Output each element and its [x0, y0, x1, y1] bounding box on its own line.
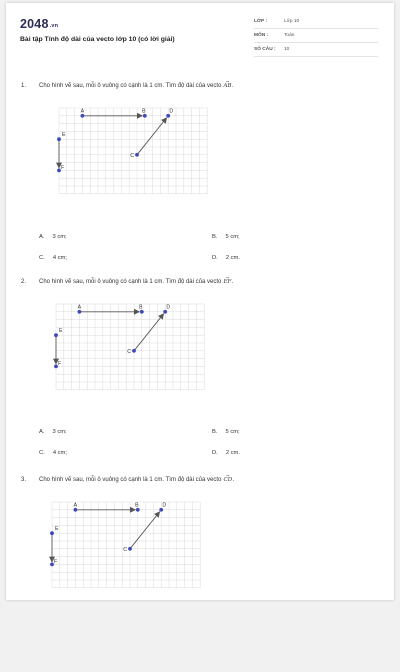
point-d	[163, 310, 167, 314]
meta-subject	[254, 30, 378, 43]
point-a	[78, 310, 82, 314]
point-e	[54, 333, 58, 337]
option-c[interactable]: C. 4 cm;	[39, 255, 67, 261]
vector-symbol: → AB	[223, 83, 232, 89]
question-text: Cho hình vẽ sau, mỗi ô vuông có cạnh là 1 cm. Tìm độ dài của vecto → AB.	[39, 83, 234, 89]
option-d[interactable]: D. 2 cm.	[212, 255, 240, 261]
point-b	[143, 114, 147, 118]
point-label: D	[162, 502, 167, 509]
point-label: B	[139, 304, 143, 311]
point-label: F	[58, 360, 62, 367]
meta-label: SỐ CÂU :	[254, 47, 276, 52]
meta-label: LỚP :	[254, 19, 268, 24]
point-label: E	[59, 328, 63, 335]
grid-figure	[48, 294, 208, 399]
point-label: C	[130, 152, 134, 159]
option-a[interactable]: A. 3 cm;	[39, 429, 67, 435]
option-a[interactable]: A. 3 cm;	[39, 234, 67, 240]
meta-value: Toán	[284, 33, 295, 38]
option-b[interactable]: B. 5 cm;	[212, 429, 240, 435]
point-c	[135, 153, 139, 157]
point-b	[136, 508, 140, 512]
question-3	[6, 477, 394, 672]
point-label: A	[73, 502, 78, 509]
site-logo[interactable]: 2048.vn	[20, 17, 59, 31]
option-d[interactable]: D. 2 cm.	[212, 450, 240, 456]
question-text: Cho hình vẽ sau, mỗi ô vuông có cạnh là 1 cm. Tìm độ dài của vecto → CD.	[39, 477, 234, 483]
point-label: D	[169, 108, 174, 115]
question-2	[6, 279, 394, 474]
grid-lines	[56, 304, 204, 390]
vector-symbol: → EF	[223, 279, 232, 285]
meta-label: MÔN :	[254, 33, 269, 38]
option-b[interactable]: B. 5 cm;	[212, 234, 240, 240]
point-c	[128, 547, 132, 551]
point-label: C	[127, 348, 131, 355]
point-a	[81, 114, 85, 118]
point-e	[50, 531, 54, 535]
point-d	[159, 508, 163, 512]
point-label: C	[123, 546, 127, 553]
point-d	[166, 114, 170, 118]
point-label: F	[54, 558, 58, 565]
point-label: B	[135, 502, 139, 509]
meta-value: 10	[284, 47, 290, 52]
question-number: 3.	[21, 477, 27, 483]
meta-value: Lớp 10	[284, 19, 300, 24]
grid-figure-svg	[48, 294, 208, 399]
point-label: A	[80, 108, 85, 115]
point-label: D	[166, 304, 171, 311]
question-number: 1.	[21, 83, 27, 89]
grid-lines	[52, 502, 200, 588]
question-text: Cho hình vẽ sau, mỗi ô vuông có cạnh là 1 cm. Tìm độ dài của vecto → EF.	[39, 279, 234, 285]
document-title: Bài tập Tính độ dài của vecto lớp 10 (có lời giải)	[20, 36, 175, 43]
vector-symbol: → CD	[223, 477, 233, 483]
vector-cd	[134, 314, 164, 351]
option-c[interactable]: C. 4 cm;	[39, 450, 67, 456]
vector-cd	[137, 118, 167, 155]
grid-figure-svg	[44, 492, 204, 597]
point-label: A	[77, 304, 82, 311]
grid-figure-svg	[51, 98, 211, 203]
point-e	[57, 137, 61, 141]
point-label: E	[55, 526, 59, 533]
point-b	[140, 310, 144, 314]
question-number: 2.	[21, 279, 27, 285]
vector-cd	[130, 512, 160, 549]
point-label: F	[61, 164, 65, 171]
grid-lines	[59, 108, 207, 194]
grid-figure	[51, 98, 211, 203]
point-label: E	[62, 132, 66, 139]
grid-figure	[44, 492, 204, 597]
document-page	[6, 3, 394, 600]
point-a	[74, 508, 78, 512]
question-1	[6, 83, 394, 278]
point-label: B	[142, 108, 146, 115]
meta-class	[254, 16, 378, 29]
meta-question-count	[254, 44, 378, 57]
point-c	[132, 349, 136, 353]
